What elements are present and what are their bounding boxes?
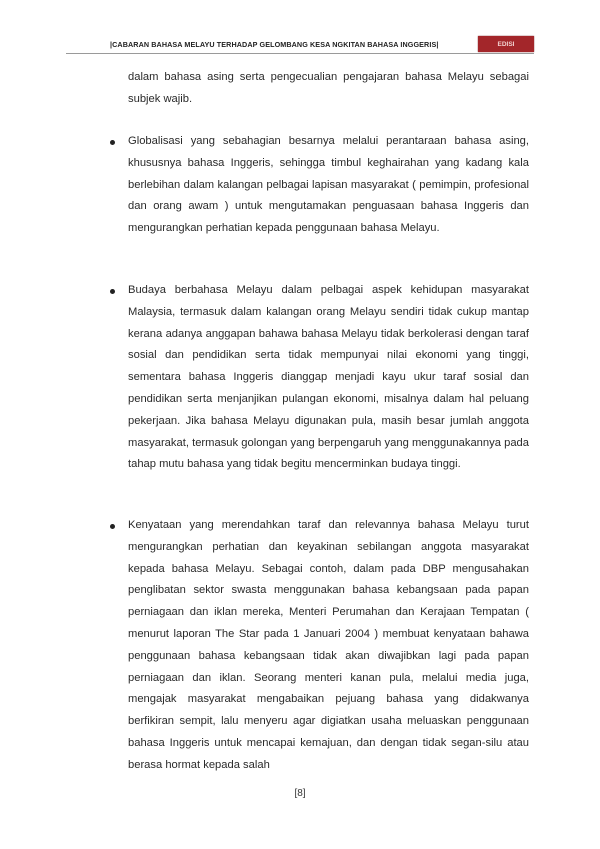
page-number: [8] xyxy=(294,788,306,799)
edition-badge: EDISI xyxy=(478,36,534,52)
running-header xyxy=(66,36,534,54)
bullet-icon xyxy=(110,524,115,529)
bullet-icon xyxy=(110,289,115,294)
bullet-paragraph: Globalisasi yang sebahagian besarnya melalui perantaraan bahasa asing, khususnya bahasa Inggeris, sehingga timbul keghairahan yang kadang kala berlebihan dalam kalangan pelbagai lapisan masyarakat ( pemimpin, profesional dan orang awam ) untuk mengutamakan penguasaan bahasa Inggeris dan mengurangkan perhatian kepada penggunaan bahasa Melayu. xyxy=(128,135,529,235)
bullet-paragraph: Kenyataan yang merendahkan taraf dan relevannya bahasa Melayu turut mengurangkan perhatian dan keyakinan sebilangan anggota masyarakat kepada bahasa Melayu. Sebagai contoh, dalam pada DBP mengusahakan penglibatan sektor swasta menggunakan bahasa kebangsaan pada papan perniagaan dan iklan mereka, Menteri Perumahan dan Kerajaan Tempatan ( menurut laporan The Star pada 1 Januari 2004 ) membuat kenyataan bahawa penggunaan bahasa kebangsaan tidak akan diwajibkan lagi pada papan perniagaan dan iklan. Seorang menteri kanan pula, melalui media juga, mengajak masyarakat mengabaikan pejuang bahasa yang didakwanya berfikiran sempit, lalu menyeru agar digiatkan usaha meluaskan penggunaan bahasa Inggeris untuk mencapai kemajuan, dan dengan tidak segan-silu atau berasa hormat kepada salah xyxy=(128,519,529,771)
continuation-paragraph: dalam bahasa asing serta pengecualian pengajaran bahasa Melayu sebagai subjek wajib. xyxy=(128,71,529,105)
bullet-paragraph: Budaya berbahasa Melayu dalam pelbagai aspek kehidupan masyarakat Malaysia, termasuk dalam kalangan orang Melayu sendiri tidak cukup mantap kerana adanya anggapan bahawa bahasa Melayu tidak berkolerasi dengan taraf sosial dan pendidikan serta tidak mempunyai nilai ekonomi yang tinggi, sementara bahasa Inggeris dianggap menjadi kayu ukur taraf sosial dan pendidikan serta menjanjikan pulangan ekonomi, misalnya dalam hal peluang pekerjaan. Jika bahasa Melayu digunakan pula, masih besar jumlah anggota masyarakat, termasuk golongan yang berpengaruh yang menggunakannya pada tahap mutu bahasa yang tidak begitu mencerminkan budaya tinggi. xyxy=(128,284,529,471)
header-divider xyxy=(66,53,534,54)
bullet-icon xyxy=(110,140,115,145)
header-title: |CABARAN BAHASA MELAYU TERHADAP GELOMBANG KESA NGKITAN BAHASA INGGERIS| xyxy=(110,40,439,49)
